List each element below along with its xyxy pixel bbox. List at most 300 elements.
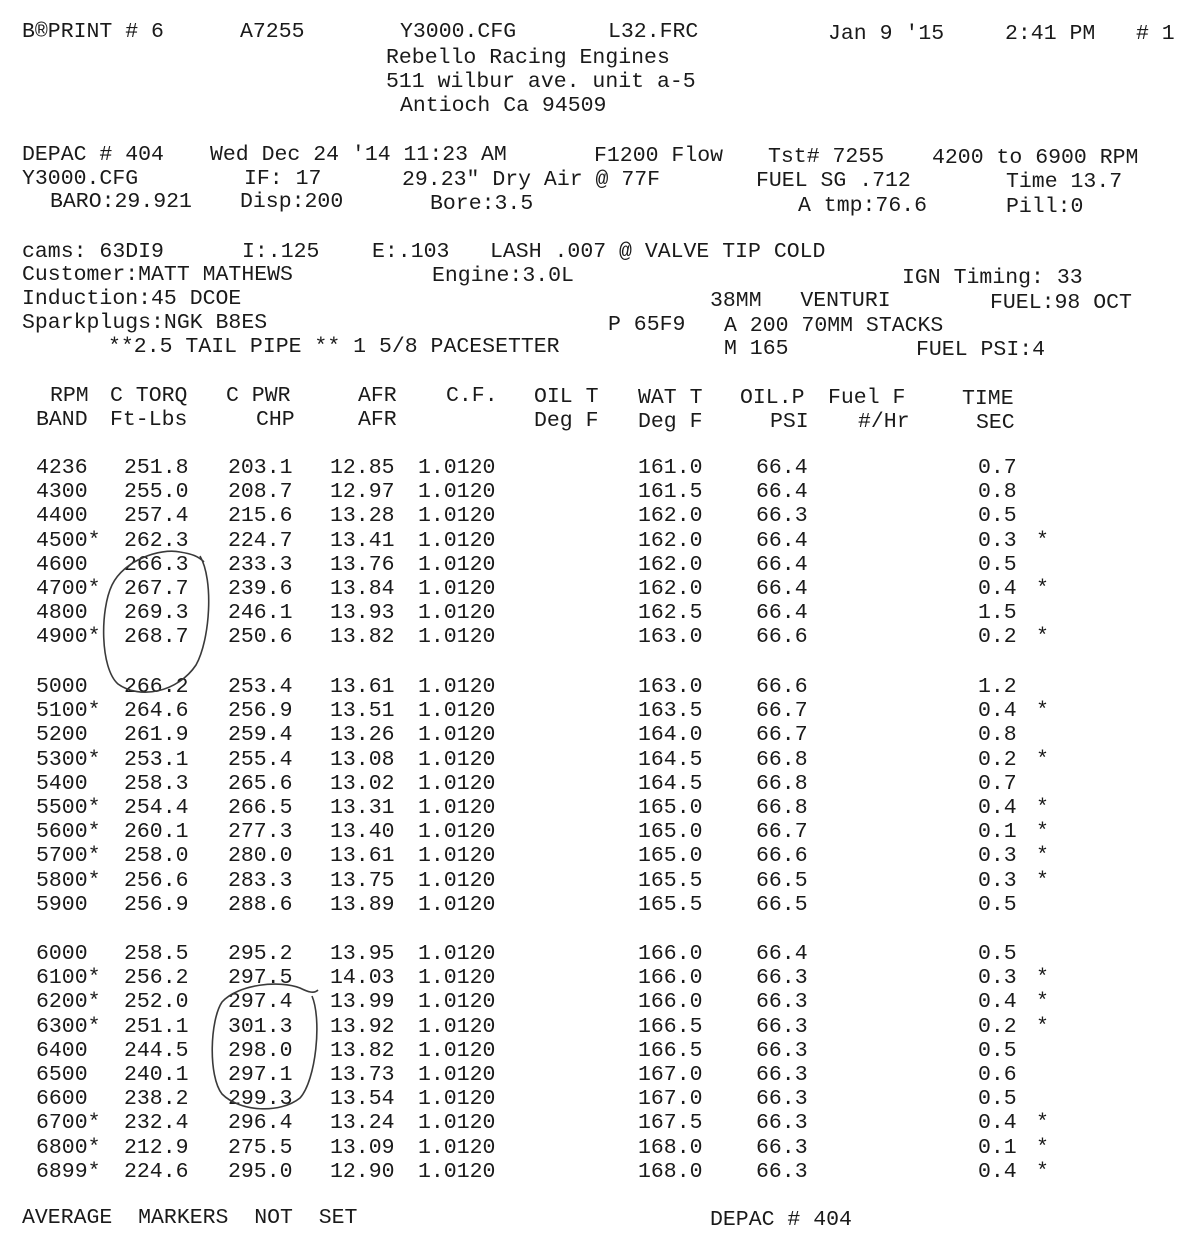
col-oilt-h2: Deg F [534,409,599,433]
cell-time: 0.7 [978,456,1017,480]
cell-time: 0.4 [978,699,1017,724]
cell-power: 224.7 [228,528,293,553]
cell-torque: 261.9 [124,723,189,748]
cell-power: 215.6 [228,504,293,529]
cell-oil-pressure: 66.3 [756,1159,808,1184]
cell-oil-pressure: 66.6 [756,675,808,699]
test-id: A7255 [240,20,305,44]
cell-cf: 1.0120 [418,1063,496,1087]
cell-marker: * [1036,990,1049,1015]
col-cf-h1: C.F. [446,384,498,408]
table-row [0,820,1200,844]
table-row [0,675,1200,699]
cell-water-temp: 164.5 [638,771,703,796]
table-row [0,504,1200,528]
cell-rpm: 4700* [36,577,101,601]
col-pwr-h2: CHP [256,408,295,432]
cell-cf: 1.0120 [418,771,496,796]
table-row [0,1063,1200,1087]
cell-cf: 1.0120 [418,552,496,577]
cell-rpm: 6600 [36,1087,88,1112]
cell-torque: 255.0 [124,480,189,505]
cell-afr: 13.95 [330,942,395,966]
cell-water-temp: 163.0 [638,675,703,699]
cell-time: 0.4 [978,1111,1017,1136]
venturi: 38MM VENTURI [710,289,891,313]
m-value: M 165 [724,337,789,361]
cell-afr: 13.73 [330,1063,395,1087]
cell-torque: 212.9 [124,1135,189,1160]
cell-cf: 1.0120 [418,892,496,917]
cell-oil-pressure: 66.3 [756,1038,808,1063]
cell-torque: 264.6 [124,699,189,724]
col-watt-h2: Deg F [638,410,703,434]
cell-torque: 267.7 [124,577,189,601]
cell-power: 275.5 [228,1135,293,1160]
pill: Pill:0 [1006,195,1084,219]
cell-time: 0.4 [978,990,1017,1015]
cell-cf: 1.0120 [418,796,496,820]
cell-afr: 13.93 [330,601,395,626]
valve-lash: LASH .007 @ VALVE TIP COLD [490,240,826,264]
cell-time: 0.2 [978,625,1017,650]
cell-power: 233.3 [228,552,293,577]
cell-oil-pressure: 66.3 [756,1135,808,1160]
cell-rpm: 5100* [36,699,101,724]
table-row [0,553,1200,577]
cell-marker: * [1036,1159,1049,1184]
cell-oil-pressure: 66.4 [756,528,808,553]
intake-lift: I:.125 [242,240,320,264]
rpm-range: 4200 to 6900 RPM [932,146,1139,170]
cell-water-temp: 167.5 [638,1111,703,1136]
cell-water-temp: 165.0 [638,820,703,845]
cell-water-temp: 162.5 [638,601,703,626]
cell-torque: 266.2 [124,675,189,699]
cell-afr: 13.61 [330,675,395,699]
fuel-psi: FUEL PSI:4 [916,338,1046,362]
cell-water-temp: 165.5 [638,868,703,893]
cell-cf: 1.0120 [418,1087,496,1112]
cell-power: 203.1 [228,456,293,480]
cell-oil-pressure: 66.3 [756,1111,808,1136]
col-rpm-h1: RPM [50,384,89,408]
print-time: 2:41 PM [1005,22,1096,46]
cell-time: 0.3 [978,966,1017,991]
print-date: Jan 9 '15 [828,22,945,46]
cell-rpm: 4900* [36,625,101,650]
cell-oil-pressure: 66.4 [756,456,808,480]
cell-rpm: 6899* [36,1159,101,1184]
cell-torque: 256.9 [124,892,189,917]
cell-power: 253.4 [228,675,293,699]
cell-afr: 13.08 [330,747,395,772]
cell-water-temp: 162.0 [638,577,703,601]
cell-cf: 1.0120 [418,990,496,1015]
cell-marker: * [1036,844,1049,869]
cell-time: 1.5 [978,601,1017,626]
cell-afr: 13.09 [330,1135,395,1160]
bore: Bore:3.5 [430,192,534,216]
table-row [0,1087,1200,1111]
cell-water-temp: 161.0 [638,456,703,480]
cell-water-temp: 166.5 [638,1014,703,1039]
cell-water-temp: 164.5 [638,747,703,772]
cell-power: 297.1 [228,1063,293,1087]
cell-rpm: 5000 [36,675,88,699]
table-row [0,1136,1200,1160]
col-watt-h1: WAT T [638,386,703,410]
cell-afr: 13.84 [330,577,395,601]
cell-torque: 232.4 [124,1111,189,1136]
cell-rpm: 4300 [36,480,88,505]
cell-cf: 1.0120 [418,456,496,480]
table-row [0,869,1200,893]
cell-water-temp: 168.0 [638,1159,703,1184]
cell-oil-pressure: 66.6 [756,844,808,869]
cell-oil-pressure: 66.4 [756,480,808,505]
p-value: P 65F9 [608,313,686,337]
table-row [0,480,1200,504]
cell-power: 297.4 [228,990,293,1015]
cell-power: 297.5 [228,966,293,991]
cell-cf: 1.0120 [418,723,496,748]
cell-oil-pressure: 66.3 [756,1014,808,1039]
cell-oil-pressure: 66.3 [756,504,808,529]
table-row [0,796,1200,820]
cell-oil-pressure: 66.4 [756,601,808,626]
cell-torque: 257.4 [124,504,189,529]
cell-marker: * [1036,966,1049,991]
spark-plugs: Sparkplugs:NGK B8ES [22,311,268,335]
cell-time: 0.5 [978,1087,1017,1112]
table-row [0,1160,1200,1184]
cell-afr: 13.26 [330,723,395,748]
cell-afr: 13.92 [330,1014,395,1039]
cell-oil-pressure: 66.3 [756,966,808,991]
cell-torque: 268.7 [124,625,189,650]
cell-oil-pressure: 66.6 [756,625,808,650]
table-row [0,529,1200,553]
footer-depac: DEPAC # 404 [710,1208,852,1232]
cell-torque: 256.2 [124,966,189,991]
cell-time: 0.2 [978,747,1017,772]
cell-oil-pressure: 66.8 [756,771,808,796]
table-row [0,990,1200,1014]
cell-torque: 252.0 [124,990,189,1015]
air-temp: A tmp:76.6 [798,194,928,218]
cell-oil-pressure: 66.7 [756,723,808,748]
cell-cf: 1.0120 [418,747,496,772]
cell-marker: * [1036,699,1049,724]
cell-rpm: 4600 [36,552,88,577]
cell-torque: 262.3 [124,528,189,553]
cell-afr: 13.40 [330,820,395,845]
company-name: Rebello Racing Engines [386,46,670,70]
cell-power: 265.6 [228,771,293,796]
cell-torque: 238.2 [124,1087,189,1112]
cell-afr: 13.51 [330,699,395,724]
cell-oil-pressure: 66.7 [756,820,808,845]
cell-power: 283.3 [228,868,293,893]
col-afr-h1: AFR [358,384,397,408]
cell-time: 0.4 [978,796,1017,820]
cell-oil-pressure: 66.5 [756,868,808,893]
cell-afr: 13.28 [330,504,395,529]
cell-rpm: 5200 [36,723,88,748]
cell-rpm: 5600* [36,820,101,845]
cell-time: 0.5 [978,1038,1017,1063]
cams: cams: 63DI9 [22,240,164,264]
cell-cf: 1.0120 [418,1111,496,1136]
cell-afr: 13.99 [330,990,395,1015]
cell-afr: 13.82 [330,1038,395,1063]
cell-rpm: 5700* [36,844,101,869]
cell-water-temp: 164.0 [638,723,703,748]
cell-power: 288.6 [228,892,293,917]
baro: BARO:29.921 [50,190,192,214]
cell-afr: 13.89 [330,892,395,917]
cell-torque: 240.1 [124,1063,189,1087]
cell-rpm: 6300* [36,1014,101,1039]
table-row [0,748,1200,772]
cell-water-temp: 168.0 [638,1135,703,1160]
cell-power: 298.0 [228,1038,293,1063]
table-row [0,966,1200,990]
table-row [0,1111,1200,1135]
cell-water-temp: 162.0 [638,552,703,577]
cell-power: 246.1 [228,601,293,626]
cell-water-temp: 163.5 [638,699,703,724]
cell-time: 0.2 [978,1014,1017,1039]
cell-torque: 260.1 [124,820,189,845]
cell-power: 256.9 [228,699,293,724]
tail-pipe: **2.5 TAIL PIPE ** 1 5/8 PACESETTER [108,335,560,359]
cell-afr: 13.24 [330,1111,395,1136]
depac-number: DEPAC # 404 [22,143,164,167]
col-torq-h2: Ft-Lbs [110,408,188,432]
cell-torque: 251.1 [124,1014,189,1039]
cell-power: 277.3 [228,820,293,845]
table-row [0,1015,1200,1039]
cell-cf: 1.0120 [418,966,496,991]
col-oilp-h2: PSI [770,410,809,434]
table-row [0,456,1200,480]
cell-time: 0.5 [978,942,1017,966]
cell-marker: * [1036,577,1049,601]
induction: Induction:45 DCOE [22,287,242,311]
config-file: Y3000.CFG [400,20,517,44]
air-condition: 29.23" Dry Air @ 77F [402,168,661,192]
cell-time: 0.8 [978,723,1017,748]
table-row [0,625,1200,649]
cell-power: 259.4 [228,723,293,748]
cell-torque: 244.5 [124,1038,189,1063]
cell-power: 239.6 [228,577,293,601]
cell-oil-pressure: 66.8 [756,796,808,820]
cell-afr: 13.82 [330,625,395,650]
cell-marker: * [1036,868,1049,893]
test-number: Tst# 7255 [768,145,885,169]
cell-time: 0.3 [978,868,1017,893]
col-fuel-h1: Fuel F [828,386,906,410]
displacement: Disp:200 [240,190,344,214]
cell-cf: 1.0120 [418,528,496,553]
table-row [0,723,1200,747]
cell-torque: 224.6 [124,1159,189,1184]
cell-afr: 14.03 [330,966,395,991]
test-time: Time 13.7 [1006,170,1123,194]
cell-afr: 13.61 [330,844,395,869]
cell-rpm: 4500* [36,528,101,553]
cell-time: 0.4 [978,577,1017,601]
cell-torque: 254.4 [124,796,189,820]
cell-water-temp: 167.0 [638,1087,703,1112]
cell-rpm: 5900 [36,892,88,917]
cell-water-temp: 165.5 [638,892,703,917]
col-rpm-h2: BAND [36,408,88,432]
test-date: Wed Dec 24 '14 11:23 AM [210,143,507,167]
cell-water-temp: 166.0 [638,966,703,991]
cell-water-temp: 165.0 [638,796,703,820]
frc-file: L32.FRC [608,20,699,44]
col-torq-h1: C TORQ [110,384,188,408]
cell-oil-pressure: 66.4 [756,942,808,966]
cell-afr: 13.54 [330,1087,395,1112]
cell-time: 0.5 [978,552,1017,577]
cell-afr: 13.41 [330,528,395,553]
cell-torque: 251.8 [124,456,189,480]
cell-cf: 1.0120 [418,480,496,505]
cell-cf: 1.0120 [418,942,496,966]
cell-marker: * [1036,747,1049,772]
cell-time: 0.5 [978,504,1017,529]
cell-rpm: 6200* [36,990,101,1015]
cell-time: 1.2 [978,675,1017,699]
cell-afr: 13.02 [330,771,395,796]
cell-power: 299.3 [228,1087,293,1112]
cell-marker: * [1036,820,1049,845]
cell-time: 0.3 [978,528,1017,553]
cell-oil-pressure: 66.4 [756,577,808,601]
col-fuel-h2: #/Hr [858,410,910,434]
cell-water-temp: 166.0 [638,942,703,966]
table-row [0,942,1200,966]
cell-oil-pressure: 66.3 [756,1063,808,1087]
cell-rpm: 6000 [36,942,88,966]
customer: Customer:MATT MATHEWS [22,263,293,287]
cell-afr: 12.97 [330,480,395,505]
cell-marker: * [1036,1014,1049,1039]
cell-cf: 1.0120 [418,844,496,869]
cell-time: 0.3 [978,844,1017,869]
cell-time: 0.7 [978,771,1017,796]
cell-power: 301.3 [228,1014,293,1039]
cell-time: 0.5 [978,892,1017,917]
cell-power: 255.4 [228,747,293,772]
cell-rpm: 6500 [36,1063,88,1087]
cell-rpm: 5500* [36,796,101,820]
cell-cf: 1.0120 [418,699,496,724]
cell-oil-pressure: 66.5 [756,892,808,917]
col-oilp-h1: OIL.P [740,386,805,410]
cell-rpm: 4800 [36,601,88,626]
cell-power: 208.7 [228,480,293,505]
cell-oil-pressure: 66.3 [756,1087,808,1112]
cell-rpm: 4236 [36,456,88,480]
fuel-octane: FUEL:98 OCT [990,291,1132,315]
cell-cf: 1.0120 [418,601,496,626]
cell-marker: * [1036,625,1049,650]
cell-time: 0.8 [978,480,1017,505]
table-row [0,1039,1200,1063]
cell-water-temp: 166.0 [638,990,703,1015]
cell-cf: 1.0120 [418,868,496,893]
cell-water-temp: 165.0 [638,844,703,869]
col-oilt-h1: OIL T [534,385,599,409]
cell-cf: 1.0120 [418,820,496,845]
table-row [0,772,1200,796]
ignition-timing: IGN Timing: 33 [902,266,1083,290]
table-row [0,601,1200,625]
cell-marker: * [1036,528,1049,553]
cell-torque: 256.6 [124,868,189,893]
cell-rpm: 6800* [36,1135,101,1160]
cell-time: 0.6 [978,1063,1017,1087]
inertia-factor: IF: 17 [244,167,322,191]
fuel-sg: FUEL SG .712 [756,169,911,193]
engine-size: Engine:3.0L [432,264,574,288]
cell-cf: 1.0120 [418,504,496,529]
cell-oil-pressure: 66.8 [756,747,808,772]
cell-cf: 1.0120 [418,1038,496,1063]
cell-rpm: 6100* [36,966,101,991]
cell-afr: 13.31 [330,796,395,820]
cell-time: 0.1 [978,820,1017,845]
cell-oil-pressure: 66.4 [756,552,808,577]
cell-rpm: 5300* [36,747,101,772]
cell-power: 280.0 [228,844,293,869]
cell-torque: 266.3 [124,552,189,577]
cell-rpm: 6400 [36,1038,88,1063]
page-number: # 1 [1136,22,1175,46]
cell-water-temp: 162.0 [638,504,703,529]
cell-oil-pressure: 66.3 [756,990,808,1015]
table-row [0,699,1200,723]
cell-torque: 269.3 [124,601,189,626]
cell-cf: 1.0120 [418,577,496,601]
cell-marker: * [1036,796,1049,820]
cell-torque: 258.0 [124,844,189,869]
col-time-h2: SEC [976,411,1015,435]
col-time-h1: TIME [962,387,1014,411]
cell-time: 0.4 [978,1159,1017,1184]
flow-bench: F1200 Flow [594,144,724,168]
cell-cf: 1.0120 [418,1159,496,1184]
cell-torque: 258.3 [124,771,189,796]
cell-cf: 1.0120 [418,1135,496,1160]
cell-marker: * [1036,1111,1049,1136]
cell-time: 0.1 [978,1135,1017,1160]
cell-water-temp: 167.0 [638,1063,703,1087]
cell-cf: 1.0120 [418,1014,496,1039]
stacks: A 200 70MM STACKS [724,314,944,338]
average-markers: AVERAGE MARKERS NOT SET [22,1206,358,1230]
boprint-label: B®PRINT # 6 [22,20,164,44]
cell-torque: 258.5 [124,942,189,966]
cell-power: 295.0 [228,1159,293,1184]
cell-afr: 12.85 [330,456,395,480]
